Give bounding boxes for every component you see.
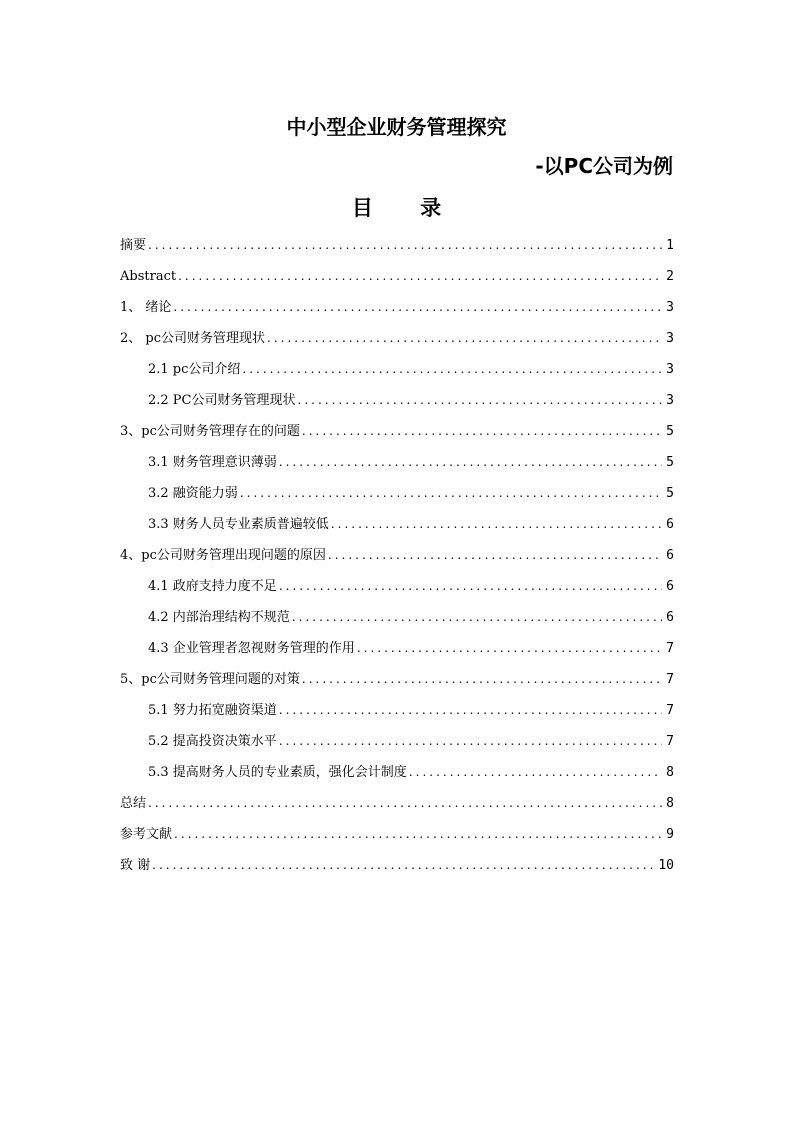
toc-entry-text: 3、pc公司财务管理存在的问题 <box>120 424 300 439</box>
toc-entry-page: 3 <box>666 300 674 315</box>
toc-entry-page: 3 <box>666 362 674 377</box>
toc-entry-page: 6 <box>666 548 674 563</box>
table-of-contents <box>120 230 674 881</box>
toc-entry-text: 5.3 提高财务人员的专业素质，强化会计制度 <box>148 765 407 780</box>
toc-leader-dots <box>173 292 662 323</box>
toc-leader-dots <box>328 540 662 571</box>
toc-leader-dots <box>174 819 662 850</box>
toc-entry-page: 8 <box>666 765 674 780</box>
toc-entry[interactable] <box>120 509 674 540</box>
toc-entry-page: 10 <box>658 858 674 873</box>
toc-leader-dots <box>331 509 662 540</box>
toc-leader-dots <box>292 602 662 633</box>
toc-leader-dots <box>298 385 663 416</box>
toc-entry-page: 6 <box>666 517 674 532</box>
toc-entry[interactable] <box>120 571 674 602</box>
toc-leader-dots <box>242 354 662 385</box>
toc-entry-text: 5、pc公司财务管理问题的对策 <box>120 672 300 687</box>
toc-leader-dots <box>152 850 654 881</box>
toc-entry-page: 3 <box>666 331 674 346</box>
toc-leader-dots <box>357 633 662 664</box>
toc-entry-page: 7 <box>666 641 674 656</box>
toc-entry-page: 6 <box>666 579 674 594</box>
toc-leader-dots <box>267 323 662 354</box>
toc-entry-text: 摘要 <box>120 238 147 253</box>
toc-entry[interactable] <box>120 602 674 633</box>
toc-entry-page: 7 <box>666 672 674 687</box>
toc-entry-page: 3 <box>666 393 674 408</box>
toc-leader-dots <box>178 261 662 292</box>
toc-leader-dots <box>279 447 662 478</box>
toc-entry-text: 2.2 PC公司财务管理现状 <box>148 393 296 408</box>
toc-entry[interactable] <box>120 230 674 261</box>
toc-entry-text: 参考文献 <box>120 827 173 842</box>
toc-entry-text: 3.3 财务人员专业素质普遍较低 <box>148 517 329 532</box>
toc-leader-dots <box>279 695 662 726</box>
toc-entry[interactable] <box>120 447 674 478</box>
toc-entry-text: 2、 pc公司财务管理现状 <box>120 331 266 346</box>
toc-entry[interactable] <box>120 664 674 695</box>
toc-entry-page: 5 <box>666 455 674 470</box>
toc-entry[interactable] <box>120 757 674 788</box>
document-subtitle: -以PC公司为例 <box>535 154 673 178</box>
toc-entry[interactable] <box>120 323 674 354</box>
toc-entry-page: 1 <box>666 238 674 253</box>
toc-entry-text: 1、 绪论 <box>120 300 172 315</box>
toc-entry[interactable] <box>120 385 674 416</box>
toc-entry[interactable] <box>120 788 674 819</box>
toc-entry-text: Abstract <box>120 269 177 284</box>
toc-leader-dots <box>148 788 662 819</box>
toc-leader-dots <box>302 416 662 447</box>
toc-entry[interactable] <box>120 292 674 323</box>
toc-entry[interactable] <box>120 261 674 292</box>
toc-entry-page: 2 <box>666 269 674 284</box>
toc-entry[interactable] <box>120 695 674 726</box>
toc-leader-dots <box>279 571 662 602</box>
toc-entry[interactable] <box>120 726 674 757</box>
toc-entry[interactable] <box>120 354 674 385</box>
toc-entry-page: 5 <box>666 486 674 501</box>
toc-leader-dots <box>148 230 662 261</box>
toc-entry-text: 3.1 财务管理意识薄弱 <box>148 455 277 470</box>
toc-entry-text: 总结 <box>120 796 147 811</box>
toc-leader-dots <box>409 757 662 788</box>
toc-entry-page: 8 <box>666 796 674 811</box>
toc-entry-page: 6 <box>666 610 674 625</box>
toc-entry[interactable] <box>120 850 674 881</box>
toc-entry-text: 4、pc公司财务管理出现问题的原因 <box>120 548 326 563</box>
toc-entry-text: 致 谢 <box>120 858 151 873</box>
toc-entry[interactable] <box>120 416 674 447</box>
toc-entry-text: 3.2 融资能力弱 <box>148 486 238 501</box>
toc-entry-page: 7 <box>666 703 674 718</box>
toc-entry-page: 9 <box>666 827 674 842</box>
toc-entry-text: 4.2 内部治理结构不规范 <box>148 610 290 625</box>
toc-entry[interactable] <box>120 633 674 664</box>
toc-entry[interactable] <box>120 819 674 850</box>
toc-entry[interactable] <box>120 540 674 571</box>
toc-entry-page: 7 <box>666 734 674 749</box>
toc-entry-page: 5 <box>666 424 674 439</box>
document-title: 中小型企业财务管理探究 <box>286 115 507 139</box>
toc-entry-text: 5.1 努力拓宽融资渠道 <box>148 703 277 718</box>
toc-leader-dots <box>279 726 662 757</box>
toc-leader-dots <box>302 664 662 695</box>
toc-entry-text: 4.3 企业管理者忽视财务管理的作用 <box>148 641 355 656</box>
toc-entry[interactable] <box>120 478 674 509</box>
toc-entry-text: 4.1 政府支持力度不足 <box>148 579 277 594</box>
toc-entry-text: 5.2 提高投资决策水平 <box>148 734 277 749</box>
toc-heading: 目 录 <box>351 196 462 220</box>
toc-entry-text: 2.1 pc公司介绍 <box>148 362 241 377</box>
toc-leader-dots <box>240 478 662 509</box>
